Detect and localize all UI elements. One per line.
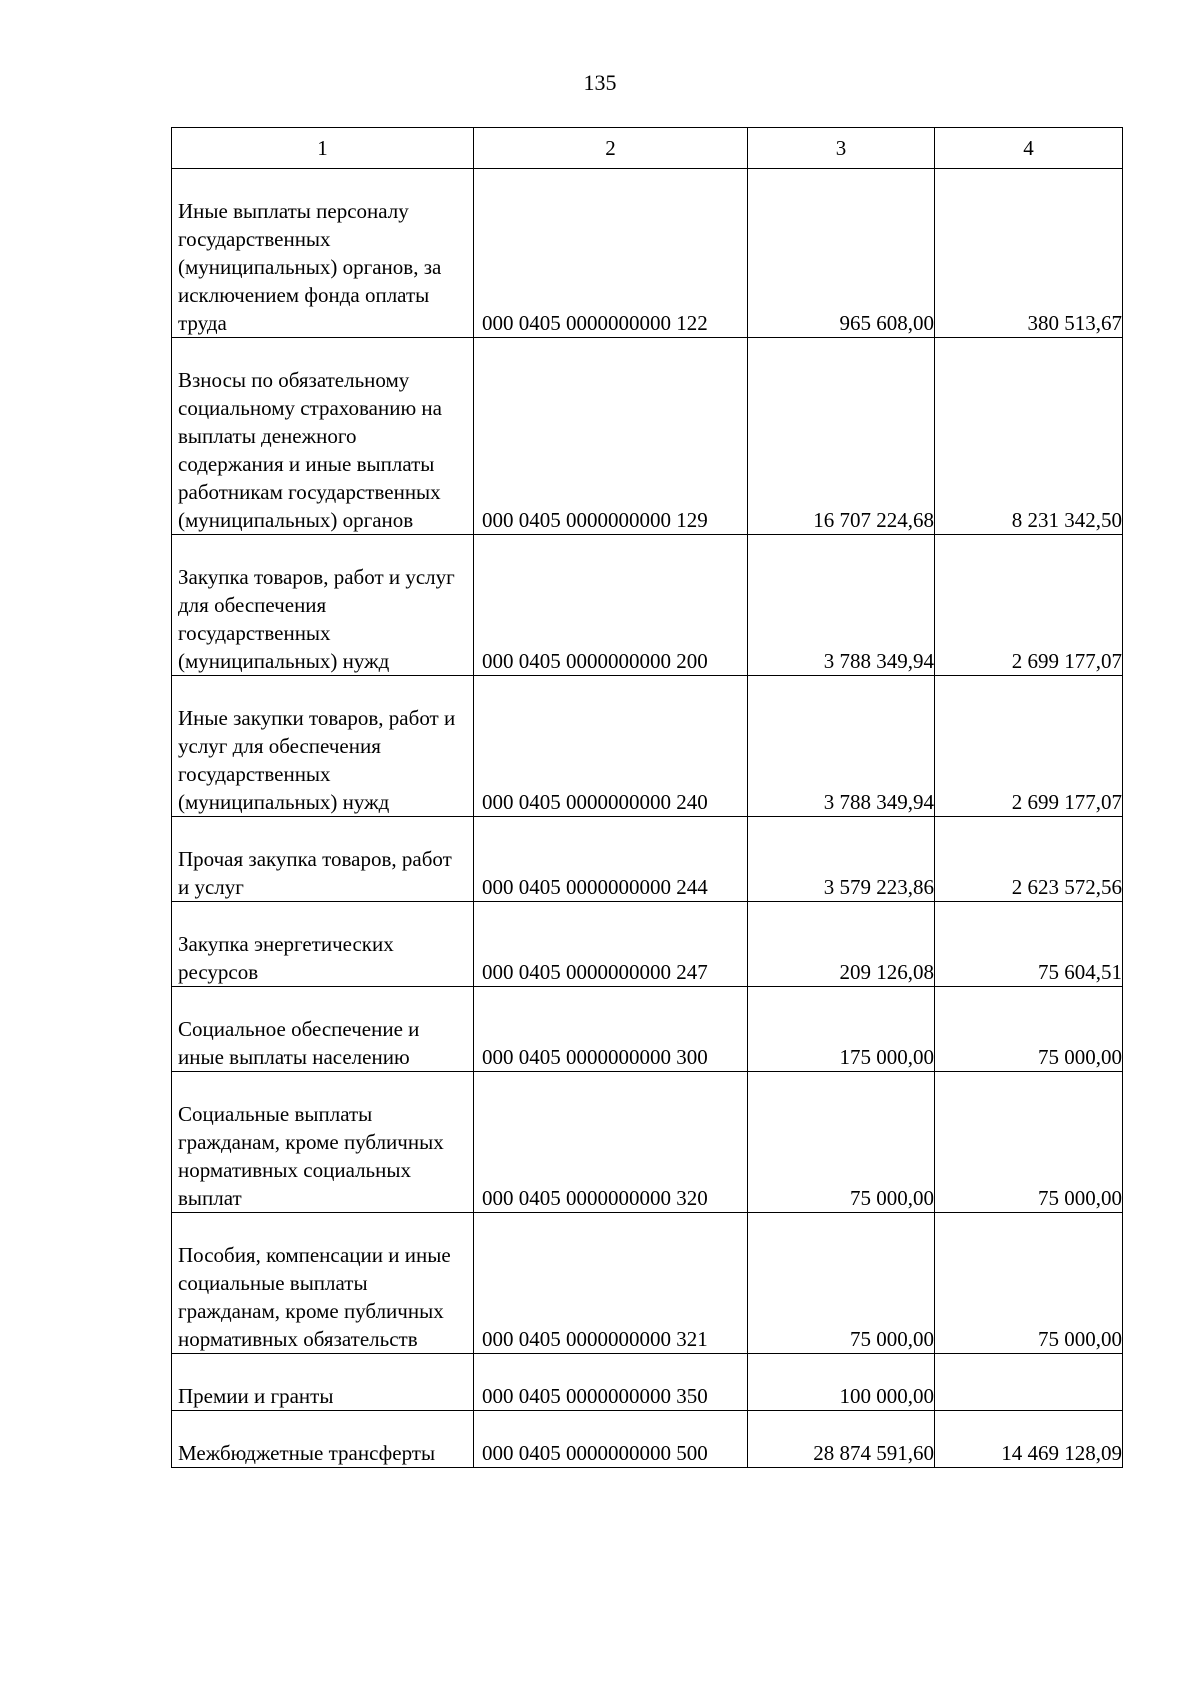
row-col3-value: 3 788 349,94: [748, 676, 935, 817]
row-col3-value: 965 608,00: [748, 169, 935, 338]
row-code: 000 0405 0000000000 300: [474, 987, 748, 1072]
table-row: [172, 1354, 1123, 1411]
table-row: [172, 1213, 1123, 1354]
row-col4-value: 380 513,67: [935, 169, 1123, 338]
row-name: Закупка товаров, работ и услуг для обеспечения государственных (муниципальных) нужд: [172, 535, 474, 676]
table-row: [172, 338, 1123, 535]
table-row: [172, 817, 1123, 902]
row-code: 000 0405 0000000000 240: [474, 676, 748, 817]
row-code: 000 0405 0000000000 247: [474, 902, 748, 987]
table-body: [172, 169, 1123, 1468]
table-row: [172, 1072, 1123, 1213]
table-row: [172, 169, 1123, 338]
row-code: 000 0405 0000000000 320: [474, 1072, 748, 1213]
row-col4-value: 75 000,00: [935, 987, 1123, 1072]
row-col4-value: 75 000,00: [935, 1072, 1123, 1213]
row-col3-value: 75 000,00: [748, 1072, 935, 1213]
row-col4-value: 8 231 342,50: [935, 338, 1123, 535]
row-col3-value: 100 000,00: [748, 1354, 935, 1411]
row-col3-value: 75 000,00: [748, 1213, 935, 1354]
row-col3-value: 175 000,00: [748, 987, 935, 1072]
row-col3-value: 3 788 349,94: [748, 535, 935, 676]
table-row: [172, 902, 1123, 987]
row-code: 000 0405 0000000000 244: [474, 817, 748, 902]
table-row: [172, 1411, 1123, 1468]
row-col4-value: 2 623 572,56: [935, 817, 1123, 902]
header-col-4: 4: [935, 128, 1123, 169]
budget-table: [171, 127, 1123, 1468]
header-col-2: 2: [474, 128, 748, 169]
row-code: 000 0405 0000000000 122: [474, 169, 748, 338]
page-number: 135: [583, 70, 617, 95]
table-header: [172, 128, 1123, 169]
row-col4-value: 75 000,00: [935, 1213, 1123, 1354]
row-col3-value: 3 579 223,86: [748, 817, 935, 902]
table-row: [172, 987, 1123, 1072]
row-name: Взносы по обязательному социальному страхованию на выплаты денежного содержания и иные выплаты работникам государственных (муниципальных) органов: [172, 338, 474, 535]
row-name: Социальное обеспечение и иные выплаты населению: [172, 987, 474, 1072]
row-col4-value: 14 469 128,09: [935, 1411, 1123, 1468]
row-col3-value: 209 126,08: [748, 902, 935, 987]
row-code: 000 0405 0000000000 321: [474, 1213, 748, 1354]
row-col4-value: 2 699 177,07: [935, 676, 1123, 817]
row-name: Иные выплаты персоналу государственных (муниципальных) органов, за исключением фонда оплаты труда: [172, 169, 474, 338]
row-code: 000 0405 0000000000 129: [474, 338, 748, 535]
row-name: Прочая закупка товаров, работ и услуг: [172, 817, 474, 902]
row-code: 000 0405 0000000000 200: [474, 535, 748, 676]
row-name: Закупка энергетических ресурсов: [172, 902, 474, 987]
table-row: [172, 535, 1123, 676]
row-col4-value: 2 699 177,07: [935, 535, 1123, 676]
row-code: 000 0405 0000000000 500: [474, 1411, 748, 1468]
table-row: [172, 676, 1123, 817]
row-col4-value: 75 604,51: [935, 902, 1123, 987]
row-name: Премии и гранты: [172, 1354, 474, 1411]
header-col-1: 1: [172, 128, 474, 169]
header-row: [172, 128, 1123, 169]
row-name: Пособия, компенсации и иные социальные выплаты гражданам, кроме публичных нормативных обязательств: [172, 1213, 474, 1354]
row-name: Иные закупки товаров, работ и услуг для обеспечения государственных (муниципальных) нужд: [172, 676, 474, 817]
header-col-3: 3: [748, 128, 935, 169]
row-col3-value: 16 707 224,68: [748, 338, 935, 535]
row-name: Социальные выплаты гражданам, кроме публичных нормативных социальных выплат: [172, 1072, 474, 1213]
row-name: Межбюджетные трансферты: [172, 1411, 474, 1468]
row-code: 000 0405 0000000000 350: [474, 1354, 748, 1411]
row-col4-value: [935, 1354, 1123, 1411]
row-col3-value: 28 874 591,60: [748, 1411, 935, 1468]
